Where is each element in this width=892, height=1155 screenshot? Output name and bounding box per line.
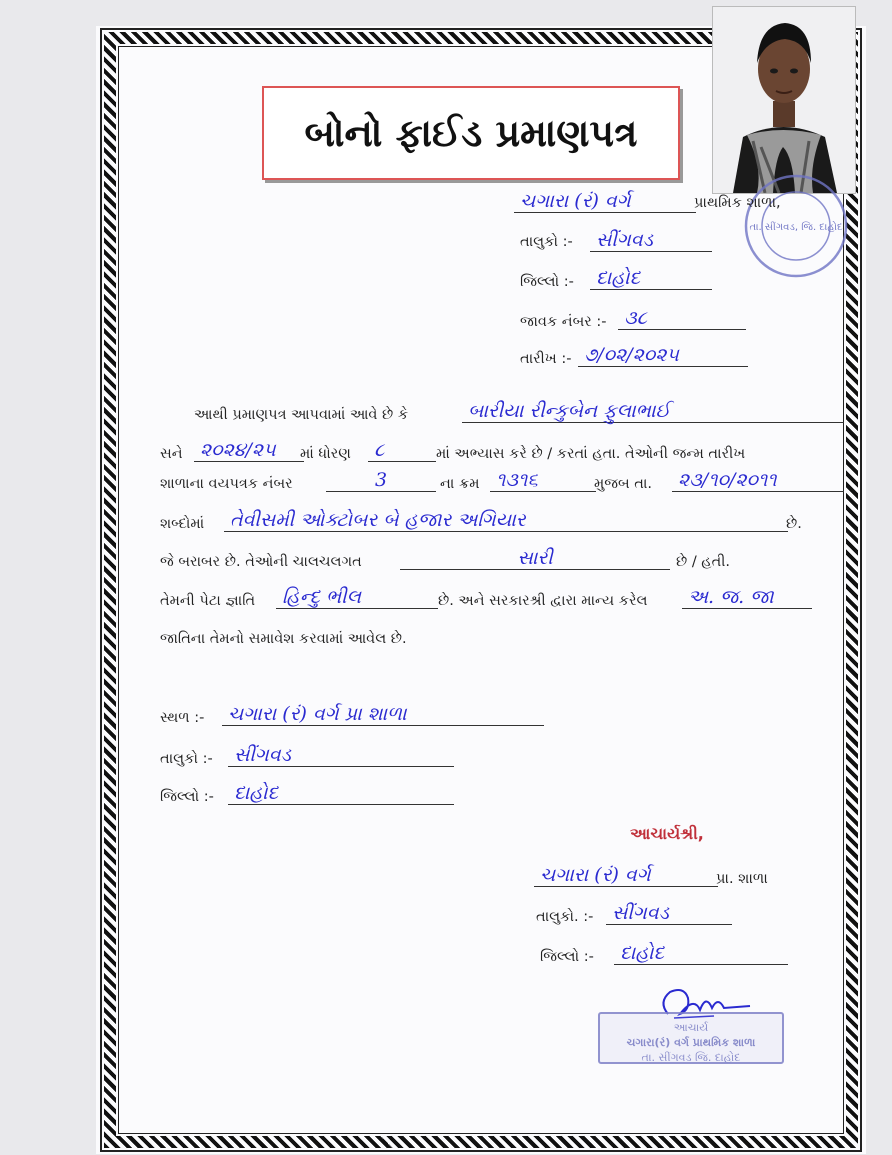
school-name-field: ચગારા (રં) વર્ગ	[514, 190, 696, 213]
body-line2-c: માં અભ્યાસ કરે છે / કરતાં હતા. તેઓની જન્મ તારીખ	[436, 446, 746, 462]
body-line5-b: છે / હતી.	[676, 554, 730, 570]
body-line7: જાતિના તેમનો સમાવેશ કરવામાં આવેલ છે.	[160, 631, 407, 647]
body-line2-a: સને	[160, 446, 183, 462]
category-field: અ. જ. જા	[682, 586, 812, 609]
year-field: ૨૦૨૪/૨૫	[194, 439, 304, 462]
place-jillo-field: દાહોદ	[228, 782, 454, 805]
std-field: ૮	[368, 439, 436, 462]
round-stamp-text: તા. સીંગવડ, જિ. દાહોદ	[749, 222, 843, 233]
body-line3-c: મુજબ તા.	[594, 476, 652, 492]
body-line1-text: આથી પ્રમાણપત્ર આપવામાં આવે છે કે	[194, 407, 409, 423]
student-photo	[712, 6, 856, 194]
place-taluko-field: સીંગવડ	[228, 744, 454, 767]
title-text: બોનો ફાઈડ પ્રમાણપત્ર	[304, 110, 638, 155]
principal-school-label: પ્રા. શાળા	[716, 871, 768, 887]
certificate-title	[262, 86, 680, 180]
principal-taluko-label: તાલુકો. :-	[536, 909, 594, 925]
dob-words-field: તેવીસમી ઓક્ટોબર બે હજાર અગિયાર	[224, 509, 788, 532]
student-name-field: બારીયા રીન્કુબેન ફુલાભાઈ	[462, 400, 844, 423]
date-field: ૭/૦૨/૨૦૨૫	[578, 344, 748, 367]
stamp-line3: તા. સીંગવડ જિ. દાહોદ	[641, 1051, 741, 1064]
date-label: તારીખ :-	[520, 351, 572, 367]
sthal-field: ચગારા (રં) વર્ગ પ્રા શાળા	[222, 703, 544, 726]
school-label: પ્રાથમિક શાળા,	[694, 195, 781, 211]
register-field: 3	[326, 469, 436, 492]
principal-heading: આચાર્યશ્રી,	[630, 824, 704, 843]
round-stamp	[740, 172, 852, 280]
body-line4-b: છે.	[786, 516, 802, 532]
principal-school-field: ચગારા (રં) વર્ગ	[534, 864, 718, 887]
body-line6-a: તેમની પેટા જ્ઞાતિ	[160, 593, 256, 609]
body-line3-b: ના ક્રમ	[440, 476, 480, 492]
taluko-field: સીંગવડ	[590, 229, 712, 252]
principal-jillo-field: દાહોદ	[614, 942, 788, 965]
stamp-line1: આચાર્ય	[673, 1021, 709, 1034]
javak-label: જાવક નંબર :-	[520, 314, 607, 330]
principal-taluko-field: સીંગવડ	[606, 902, 732, 925]
principal-jillo-label: જિલ્લો :-	[540, 949, 594, 965]
place-taluko-label: તાલુકો :-	[160, 751, 213, 767]
body-line6-b: છે. અને સરકારશ્રી દ્વારા માન્ય કરેલ	[438, 593, 648, 609]
taluko-label: તાલુકો :-	[520, 234, 573, 250]
place-jillo-label: જિલ્લો :-	[160, 789, 214, 805]
jillo-label: જિલ્લો :-	[520, 274, 574, 290]
jillo-field: દાહોદ	[590, 267, 712, 290]
body-line3-a: શાળાના વયપત્રક નંબર	[160, 476, 293, 492]
stamp-line2: ચગારા(રં) વર્ગ પ્રાથમિક શાળા	[626, 1036, 756, 1049]
sthal-label: સ્થળ :-	[160, 710, 205, 726]
caste-field: હિન્દુ ભીલ	[276, 586, 438, 609]
body-line2-b: માં ધોરણ	[300, 446, 351, 462]
javak-field: ૩૮	[618, 307, 746, 330]
krama-field: ૧૩૧૬	[490, 469, 596, 492]
dob-field: ૨૩/૧૦/૨૦૧૧	[672, 469, 844, 492]
body-line5-a: જે બરાબર છે. તેઓની ચાલચલગત	[160, 554, 362, 570]
body-line4-a: શબ્દોમાં	[160, 516, 205, 532]
conduct-field: સારી	[400, 547, 670, 570]
school-stamp	[598, 1012, 784, 1064]
